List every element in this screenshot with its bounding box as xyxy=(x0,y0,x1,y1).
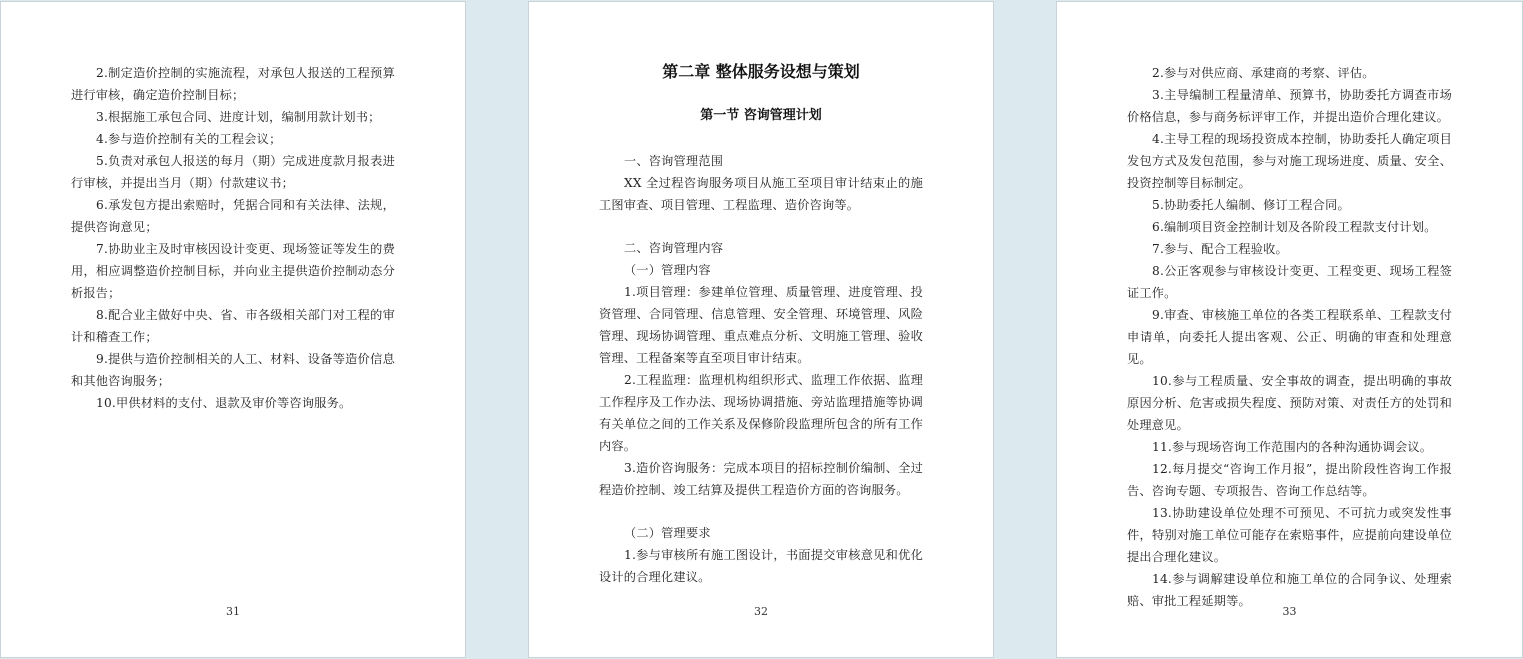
paragraph: 11.参与现场咨询工作范围内的各种沟通协调会议。 xyxy=(1152,440,1433,454)
page-number: 32 xyxy=(754,605,768,618)
paragraph: 10.参与工程质量、安全事故的调查，提出明确的事故原因分析、危害或损失程度、预防对策、对责任方的处罚和处理意见。 xyxy=(1127,374,1452,432)
paragraph: 13.协助建设单位处理不可预见、不可抗力或突发性事件，特别对施工单位可能存在索赔事件，应提前向建设单位提出合理化建议。 xyxy=(1127,506,1452,564)
paragraph: 3.造价咨询服务：完成本项目的招标控制价编制、全过程造价控制、竣工结算及提供工程造价方面的咨询服务。 xyxy=(599,461,923,497)
paragraph: 5.协助委托人编制、修订工程合同。 xyxy=(1152,198,1350,212)
content-heading: 二、咨询管理内容 xyxy=(624,241,724,255)
sub-heading: （二）管理要求 xyxy=(624,526,711,540)
section-title: 第一节 咨询管理计划 xyxy=(700,108,822,123)
sub-heading: （一）管理内容 xyxy=(624,263,711,277)
scope-heading: 一、咨询管理范围 xyxy=(624,154,724,168)
paragraph: 9.提供与造价控制相关的人工、材料、设备等造价信息和其他咨询服务； xyxy=(71,352,395,388)
paragraph: 3.根据施工承包合同、进度计划，编制用款计划书； xyxy=(96,110,381,124)
chapter-title: 第二章 整体服务设想与策划 xyxy=(662,62,860,81)
paragraph: 2.制定造价控制的实施流程，对承包人报送的工程预算进行审核，确定造价控制目标； xyxy=(71,66,395,102)
paragraph: 1.项目管理：参建单位管理、质量管理、进度管理、投资管理、合同管理、信息管理、安全管理、环境管理、风险管理、现场协调管理、重点难点分析、文明施工管理、验收管理、工程备案等直至项目审计结束。 xyxy=(599,285,923,365)
page-32 xyxy=(528,1,994,658)
paragraph: 4.参与造价控制有关的工程会议； xyxy=(96,132,282,146)
paragraph: 8.公正客观参与审核设计变更、工程变更、现场工程签证工作。 xyxy=(1127,264,1452,300)
paragraph: 3.主导编制工程量清单、预算书，协助委托方调查市场价格信息，参与商务标评审工作，并提出造价合理化建议。 xyxy=(1127,88,1452,124)
paragraph: 12.每月提交“咨询工作月报”，提出阶段性咨询工作报告、咨询专题、专项报告、咨询工作总结等。 xyxy=(1127,462,1452,498)
page-31-body xyxy=(71,62,395,414)
paragraph: 14.参与调解建设单位和施工单位的合同争议、处理索赔、审批工程延期等。 xyxy=(1127,572,1452,608)
page-33-body xyxy=(1127,62,1452,612)
paragraph: 5.负责对承包人报送的每月（期）完成进度款月报表进行审核，并提出当月（期）付款建议书； xyxy=(71,154,395,190)
paragraph: 6.编制项目资金控制计划及各阶段工程款支付计划。 xyxy=(1152,220,1437,234)
paragraph: 2.工程监理：监理机构组织形式、监理工作依据、监理工作程序及工作办法、现场协调措施、旁站监理措施等协调有关单位之间的工作关系及保修阶段监理所包含的所有工作内容。 xyxy=(599,373,923,453)
paragraph: 4.主导工程的现场投资成本控制，协助委托人确定项目发包方式及发包范围，参与对施工现场进度、质量、安全、投资控制等目标制定。 xyxy=(1127,132,1452,190)
paragraph: 7.协助业主及时审核因设计变更、现场签证等发生的费用，相应调整造价控制目标，并向业主提供造价控制动态分析报告； xyxy=(71,242,395,300)
page-33 xyxy=(1056,1,1523,658)
paragraph: 6.承发包方提出索赔时，凭据合同和有关法律、法规，提供咨询意见； xyxy=(71,198,395,234)
paragraph: 8.配合业主做好中央、省、市各级相关部门对工程的审计和稽查工作； xyxy=(71,308,395,344)
page-31 xyxy=(0,1,466,658)
page-number: 33 xyxy=(1282,605,1297,618)
paragraph: 7.参与、配合工程验收。 xyxy=(1152,242,1288,256)
paragraph: 2.参与对供应商、承建商的考察、评估。 xyxy=(1152,66,1375,80)
page-number: 31 xyxy=(226,605,240,618)
paragraph: 10.甲供材料的支付、退款及审价等咨询服务。 xyxy=(96,396,352,410)
paragraph: 9.审查、审核施工单位的各类工程联系单、工程款支付申请单，向委托人提出客观、公正、明确的审查和处理意见。 xyxy=(1127,308,1452,366)
page-32-body xyxy=(599,62,923,588)
scope-text: XX 全过程咨询服务项目从施工至项目审计结束止的施工图审查、项目管理、工程监理、造价咨询等。 xyxy=(599,176,923,212)
paragraph: 1.参与审核所有施工图设计，书面提交审核意见和优化设计的合理化建议。 xyxy=(599,548,923,584)
